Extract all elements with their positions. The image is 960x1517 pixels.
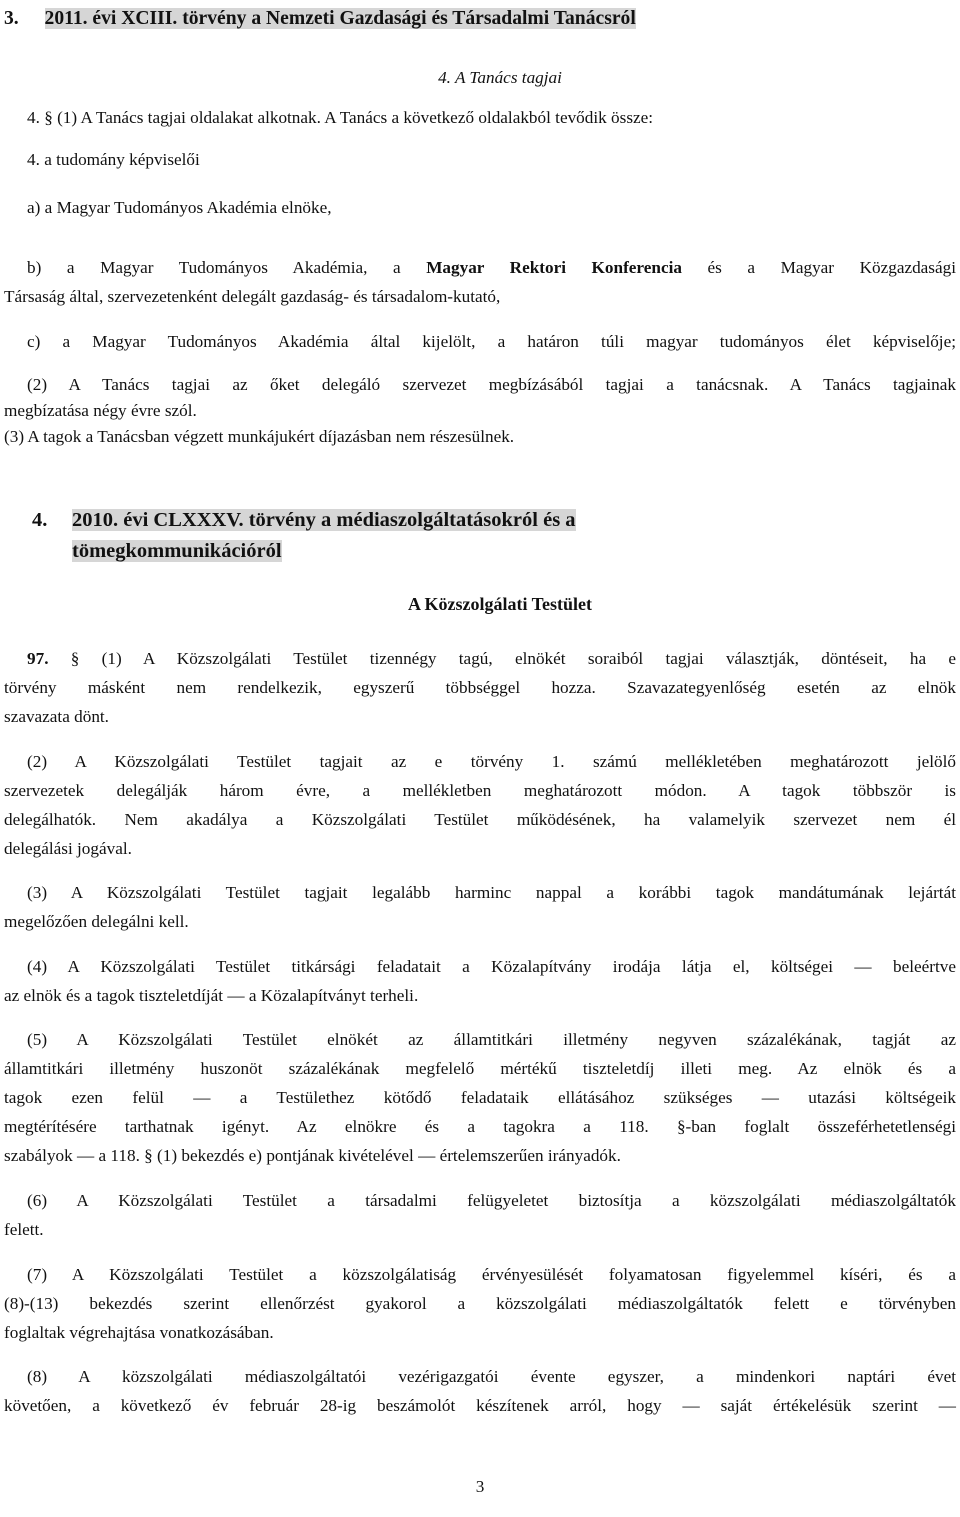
p3-line1: (3) A Közszolgálati Testület tagjait legalább harminc nappal a korábbi tagok mandátumának lejártát <box>27 883 956 902</box>
p6-line2: felett. <box>4 1220 44 1239</box>
p7-line1: (7) A Közszolgálati Testület a közszolgálatiság érvényesülését folyamatosan figyelemmel kíséri, és a <box>27 1265 956 1284</box>
paragraph-4-1: 4. § (1) A Tanács tagjai oldalakat alkotnak. A Tanács a következő oldalakból tevődik össze: <box>27 108 654 127</box>
p5-line1: (5) A Közszolgálati Testület elnökét az államtitkári illetmény negyven százalékának, tagját az <box>27 1030 956 1049</box>
section-number: 3. <box>4 8 19 29</box>
paragraph-b-line1: b) a Magyar Tudományos Akadémia, a Magyar Rektori Konferencia és a Magyar Közgazdasági <box>27 258 956 277</box>
s97-line1: 97. § (1) A Közszolgálati Testület tizennégy tagú, elnökét soraiból tagjai választják, döntéseit, ha e <box>27 649 957 668</box>
p8-line1: (8) A közszolgálati médiaszolgáltatói vezérigazgatói évente egyszer, a mindenkori naptári évet <box>27 1367 956 1386</box>
p2-line3: delegálhatók. Nem akadálya a Közszolgálati Testület működésének, ha valamelyik szervezet nem él <box>4 810 956 829</box>
s97-number: 97. <box>27 649 49 668</box>
rektori-konferencia: Magyar Rektori Konferencia <box>426 258 682 277</box>
paragraph-a: a) a Magyar Tudományos Akadémia elnöke, <box>27 198 332 217</box>
p5-line2: államtitkári illetmény huszonöt százalékának megfelelő mértékű tiszteletdíj illeti meg. Az elnök és a <box>4 1059 956 1078</box>
paragraph-c: c) a Magyar Tudományos Akadémia által kijelölt, a határon túli magyar tudományos élet képviselője; <box>27 332 956 351</box>
paragraph-2-line1: (2) A Tanács tagjai az őket delegáló szervezet megbízásából tagjai a tanácsnak. A Tanács tagjainak <box>27 375 956 394</box>
section-number-4: 4. <box>32 509 48 531</box>
p5-line5: szabályok ― a 118. § (1) bekezdés e) pontjának kivételével ― értelemszerűen irányadók. <box>4 1146 621 1165</box>
page-number: 3 <box>475 1477 485 1496</box>
subheading-tanacs-tagjai: 4. A Tanács tagjai <box>438 68 562 87</box>
p7-line2: (8)-(13) bekezdés szerint ellenőrzést gyakorol a közszolgálati médiaszolgáltatók felett e törvényben <box>4 1294 956 1313</box>
p2-line1: (2) A Közszolgálati Testület tagjait az e törvény 1. számú mellékletében meghatározott jelölő <box>27 752 956 771</box>
p6-line1: (6) A Közszolgálati Testület a társadalmi felügyeletet biztosítja a közszolgálati médiaszolgáltatók <box>27 1191 956 1210</box>
p4-line2: az elnök és a tagok tiszteletdíját ― a Közalapítványt terheli. <box>4 986 419 1005</box>
subheading-kozszolgalati-testulet: A Közszolgálati Testület <box>408 594 592 614</box>
p5-line4: megtérítésére tarthatnak igényt. Az elnökre és a tagokra a 118. §-ban foglalt összeférhetetlenségi <box>4 1117 956 1136</box>
section-title-4-line1: 2010. évi CLXXXV. törvény a médiaszolgáltatásokról és a <box>72 509 576 531</box>
paragraph-4-a: 4. a tudomány képviselői <box>27 150 200 169</box>
p2-line2: szervezetek delegálják három évre, a mellékletben meghatározott módon. A tagok többször is <box>4 781 956 800</box>
p7-line3: foglaltak végrehajtása vonatkozásában. <box>4 1323 274 1342</box>
p8-line2: követően, a következő év február 28-ig beszámolót készítenek arról, hogy ― saját értékelésük szerint ― <box>4 1396 956 1415</box>
s97-line3: szavazata dönt. <box>4 707 109 726</box>
paragraph-b-line2: Társaság által, szervezetenként delegált gazdaság- és társadalom-kutató, <box>4 287 501 306</box>
p3-line2: megelőzően delegálni kell. <box>4 912 189 931</box>
p2-line4: delegálási jogával. <box>4 839 132 858</box>
section-title-4-line2: tömegkommunikációról <box>72 540 282 562</box>
paragraph-3: (3) A tagok a Tanácsban végzett munkájukért díjazásban nem részesülnek. <box>4 427 515 446</box>
p5-line3: tagok ezen felül ― a Testülethez kötődő feladataik ellátásához szükséges ― utazási költségeik <box>4 1088 956 1107</box>
p4-line1: (4) A Közszolgálati Testület titkársági feladatait a Közalapítvány irodája látja el, költségei ― beleértve <box>27 957 956 976</box>
section-heading-3 <box>4 4 636 33</box>
s97-line2: törvény másként nem rendelkezik, egyszerű többséggel hozza. Szavazategyenlőség esetén az elnök <box>4 678 956 697</box>
paragraph-2-line2: megbízatása négy évre szól. <box>4 401 197 420</box>
section-title: 2011. évi XCIII. törvény a Nemzeti Gazdasági és Társadalmi Tanácsról <box>44 8 636 29</box>
